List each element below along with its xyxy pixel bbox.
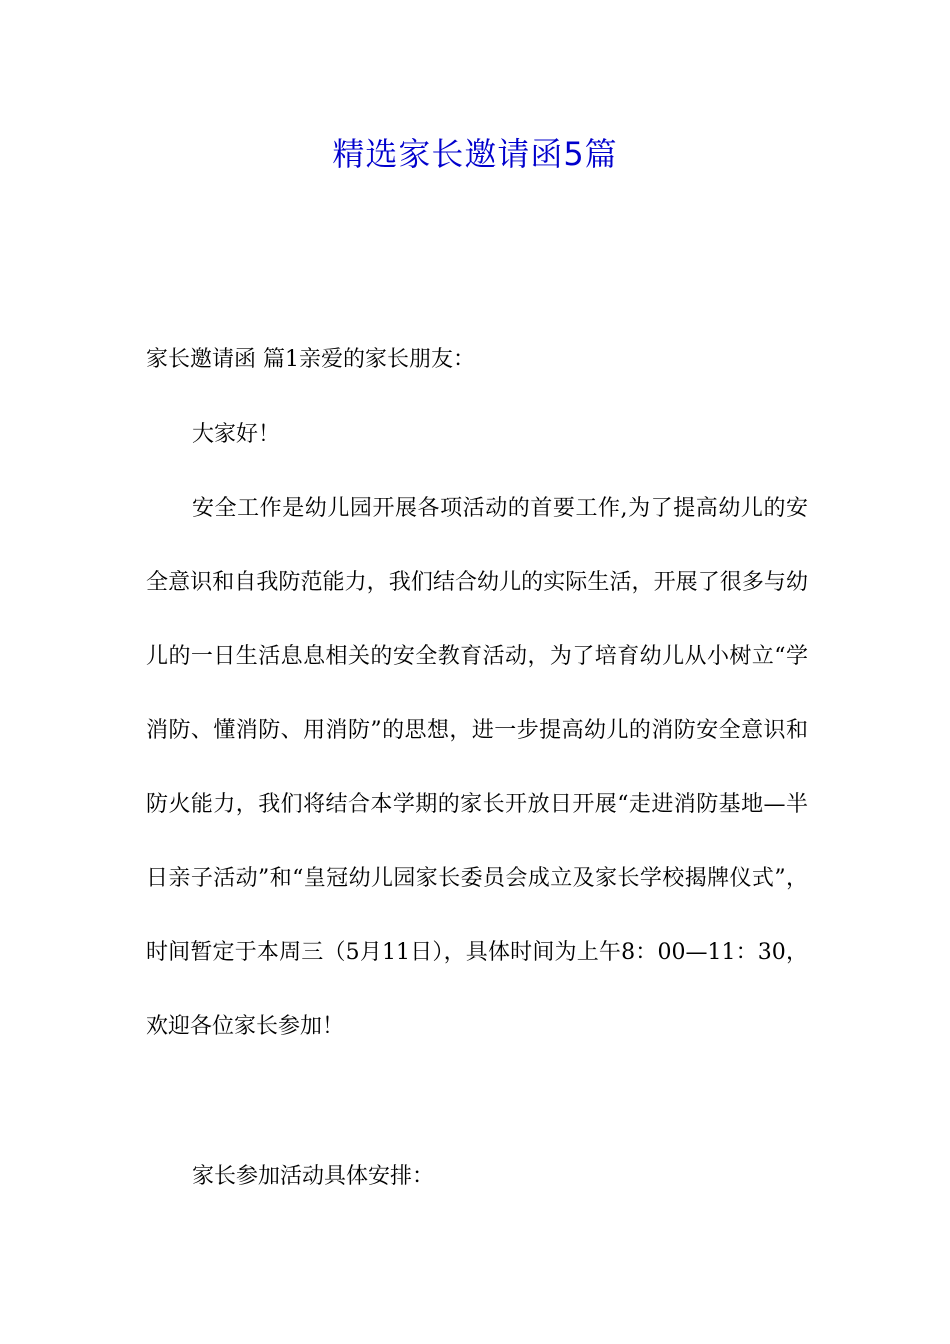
arrangement-paragraph: 家长参加活动具体安排：: [192, 1164, 435, 1189]
greeting-paragraph: 大家好！: [192, 422, 281, 447]
body-paragraph: 安全工作是幼儿园开展各项活动的首要工作,为了提高幼儿的安全意识和自我防范能力，我们结合幼儿的实际生活，开展了很多与幼儿的一日生活息息相关的安全教育活动，为了培育幼儿从小树立“学消防、懂消防、用消防”的思想，进一步提高幼儿的消防安全意识和防火能力，我们将结合本学期的家长开放日开展“走进消防基地—半日亲子活动”和“皇冠幼儿园家长委员会成立及家长学校揭牌仪式”，时间暂定于本周三（5月11日），具体时间为上午8：00—11：30，欢迎各位家长参加！: [146, 496, 808, 1039]
letter-heading-line: 家长邀请函 篇1亲爱的家长朋友：: [146, 347, 475, 372]
document-title: 精选家长邀请函5篇: [332, 135, 618, 173]
